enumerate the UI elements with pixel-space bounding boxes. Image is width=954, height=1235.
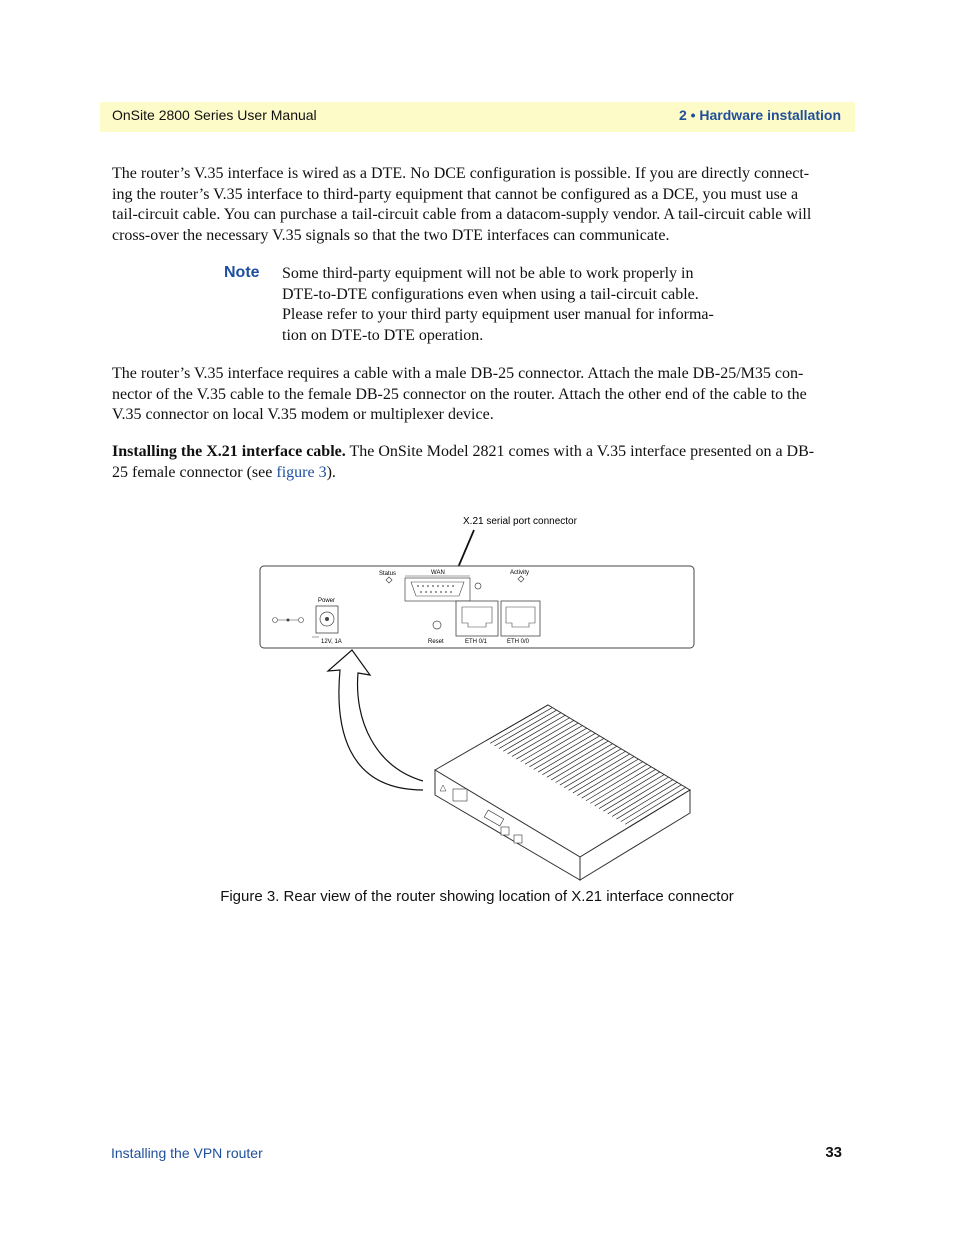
figure-caption: Figure 3. Rear view of the router showing location of X.21 interface connector <box>220 888 734 905</box>
eth00-port <box>501 601 540 636</box>
footer-section: Installing the VPN router <box>111 1145 263 1161</box>
text-segment: The OnSite Model 2821 comes with a V.35 interface presented on a DB- <box>345 443 815 460</box>
activity-label: Activity <box>510 570 530 576</box>
text-line: The router’s V.35 interface requires a cable with a male DB-25 connector. Attach the male DB-25/M35 con- <box>112 365 804 382</box>
status-label: Status <box>379 571 397 577</box>
curved-arrow <box>328 650 423 790</box>
section-heading: Installing the X.21 interface cable. <box>112 443 346 460</box>
note-line: Some third-party equipment will not be able to work properly in <box>282 265 694 282</box>
note-body <box>282 264 742 346</box>
text-line: cross-over the necessary V.35 signals so that the two DTE interfaces can communicate. <box>112 226 670 244</box>
manual-title: OnSite 2800 Series User Manual <box>112 107 317 123</box>
text-line: tail-circuit cable. You can purchase a tail-circuit cable from a datacom-supply vendor. A tail-circuit cable will <box>112 206 812 223</box>
page-number: 33 <box>825 1144 842 1161</box>
text-segment: 25 female connector (see <box>112 463 277 481</box>
running-header <box>100 102 855 132</box>
rear-eth-port <box>501 827 509 835</box>
paragraph-dte <box>112 164 842 246</box>
text-line: ing the router’s V.35 interface to third-party equipment that cannot be configured as a DCE, you must use a <box>112 185 799 203</box>
eth01-label: ETH 0/1 <box>465 639 488 645</box>
wan-db-connector <box>405 578 470 601</box>
note-label: Note <box>224 264 260 281</box>
router-figure <box>250 505 710 885</box>
router-chassis <box>435 705 690 880</box>
text-line: V.35 connector on local V.35 modem or multiplexer device. <box>112 406 494 423</box>
note-line: Please refer to your third party equipment user manual for informa- <box>282 306 714 323</box>
text-line: The router’s V.35 interface is wired as a DTE. No DCE configuration is possible. If you are directly connect- <box>112 165 810 182</box>
wan-label: WAN <box>431 570 445 576</box>
rear-eth-port <box>514 835 522 843</box>
text-segment: ). <box>326 463 336 481</box>
note-line: DTE-to-DTE configurations even when using a tail-circuit cable. <box>282 285 699 303</box>
chapter-title: 2 • Hardware installation <box>678 107 841 123</box>
router-illustration <box>250 505 710 885</box>
reset-label: Reset <box>428 639 444 645</box>
rear-power-socket <box>453 789 467 801</box>
eth00-label: ETH 0/0 <box>507 639 530 645</box>
callout-label: X.21 serial port connector <box>463 516 577 527</box>
paragraph-x21 <box>112 442 842 483</box>
power-label: Power <box>318 598 336 604</box>
paragraph-v35-cable <box>112 364 842 426</box>
figure-link[interactable]: figure 3 <box>276 463 327 481</box>
note-line: tion on DTE-to DTE operation. <box>282 326 484 344</box>
text-line: nector of the V.35 cable to the female DB-25 connector on the router. Attach the other end of the cable to the <box>112 385 807 403</box>
power-rating-label: 12V, 1A <box>321 639 342 645</box>
